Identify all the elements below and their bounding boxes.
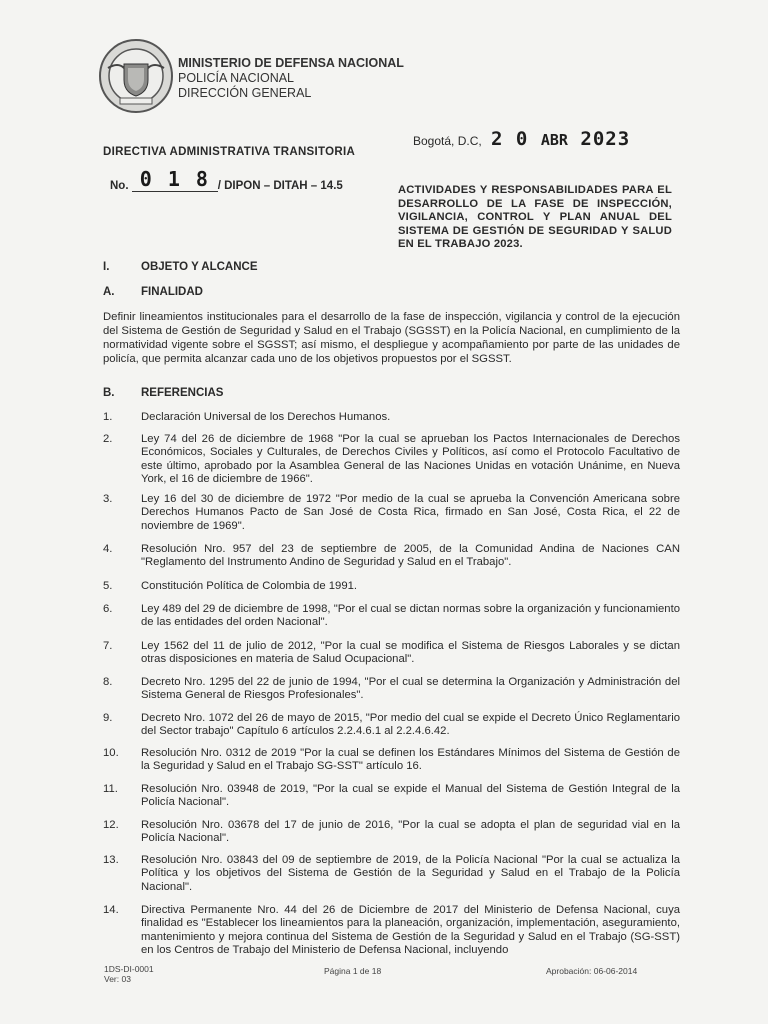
item-text: Declaración Universal de los Derechos Humanos.	[141, 411, 391, 423]
item-text: Ley 16 del 30 de diciembre de 1972 "Por medio de la cual se aprueba la Convención Americana sobre Derechos Humanos Pacto de San José de Costa Rica, firmado en San José, Costa Rica, el 22 de noviembre de 1969".	[141, 493, 680, 532]
item-text: Resolución Nro. 03948 de 2019, "Por la cual se expide el Manual del Sistema de Gestión Integral de la Policía Nacional".	[141, 783, 680, 809]
section-mark: I.	[103, 261, 110, 273]
section-mark: A.	[103, 286, 115, 298]
section-title: REFERENCIAS	[141, 387, 224, 399]
item-number: 9.	[103, 712, 113, 724]
item-text: Resolución Nro. 0312 de 2019 "Por la cual se definen los Estándares Mínimos del Sistema de Gestión de la Seguridad y Salud en el Trabajo SG-SST" artículo 16.	[141, 747, 680, 773]
footer-approval: Aprobación: 06-06-2014	[546, 966, 638, 976]
item-number: 11.	[103, 783, 118, 795]
section-heading-referencias	[103, 387, 403, 403]
document-subject: ACTIVIDADES Y RESPONSABILIDADES PARA EL DESARROLLO DE LA FASE DE INSPECCIÓN, VIGILANCIA, CONTROL Y PLAN ANUAL DEL SISTEMA DE GESTIÓN DE SEGURIDAD Y SALUD EN EL TRABAJO 2023.	[398, 184, 672, 251]
item-text: Resolución Nro. 03843 del 09 de septiembre de 2019, de la Policía Nacional "Por la cual se actualiza la Política y los objetivos del Sistema de Gestión de la Seguridad y Salud en el Trabajo de la Policía Nacional".	[141, 854, 680, 893]
section-title: OBJETO Y ALCANCE	[141, 261, 258, 273]
section-heading-finalidad	[103, 286, 403, 302]
section-title: FINALIDAD	[141, 286, 203, 298]
item-text: Ley 489 del 29 de diciembre de 1998, "Por el cual se dictan normas sobre la organización y funcionamiento de las entidades del orden Nacional".	[141, 603, 680, 629]
item-text: Ley 74 del 26 de diciembre de 1968 "Por la cual se aprueban los Pactos Internacionales de Derechos Económicos, Sociales y Culturales, de Derechos Civiles y Políticos, así como el Protocolo Facultativo de este último, aprobado por la Asamblea General de las Naciones Unidas en votación Unánime, en Nueva York, el 16 de diciembre de 1966".	[141, 433, 680, 486]
document-number	[110, 167, 343, 192]
item-text: Directiva Permanente Nro. 44 del 26 de Diciembre de 2017 del Ministerio de Defensa Nacional, cuya finalidad es "Establecer los lineamientos para la planeación, organización, implementación, aseguramiento, mantenimiento y mejora continua del Sistema de Gestión de la Seguridad y Salud en el Trabajo (SG-SST) en los Centros de Trabajo del Ministerio de Defensa Nacional, incluyendo	[141, 904, 680, 957]
ministry-name: MINISTERIO DE DEFENSA NACIONAL	[178, 56, 404, 70]
number-code: / DIPON – DITAH – 14.5	[217, 180, 343, 192]
item-number: 3.	[103, 493, 113, 505]
item-text: Constitución Política de Colombia de 1991.	[141, 580, 358, 592]
finalidad-paragraph: Definir lineamientos institucionales para el desarrollo de la fase de inspección, vigilancia y control de la ejecución del Sistema de Gestión de Seguridad y Salud en el Trabajo (SGSST) en la Policía Nacional, en cumplimiento de la normatividad vigente sobre el SGSST; así mismo, el despliegue y acompañamiento por parte de las unidades de policía, que permita alcanzar cada uno de los objetivos propuestos por el SGSST.	[103, 311, 680, 365]
item-number: 8.	[103, 676, 113, 688]
item-number: 6.	[103, 603, 113, 615]
place: Bogotá, D.C,	[413, 134, 482, 148]
police-name: POLICÍA NACIONAL	[178, 71, 295, 85]
item-number: 2.	[103, 433, 113, 445]
issuer-header	[178, 56, 404, 101]
item-number: 14.	[103, 904, 119, 916]
item-text: Ley 1562 del 11 de julio de 2012, "Por la cual se modifica el Sistema de Riesgos Laborales y se dictan otras disposiciones en materia de Salud Ocupacional".	[141, 640, 680, 666]
item-number: 12.	[103, 819, 119, 831]
handwritten-number: 0 1 8	[139, 167, 210, 191]
document-type: DIRECTIVA ADMINISTRATIVA TRANSITORIA	[103, 146, 356, 158]
section-mark: B.	[103, 387, 115, 399]
item-number: 13.	[103, 854, 119, 866]
footer-code: 1DS-DI-0001	[104, 964, 154, 974]
number-field	[132, 167, 218, 192]
item-text: Resolución Nro. 03678 del 17 de junio de 2016, "Por la cual se adopta el plan de seguridad vial en la Policía Nacional".	[141, 819, 680, 845]
police-seal-logo	[98, 38, 174, 114]
item-number: 4.	[103, 543, 113, 555]
section-heading-objeto	[103, 261, 403, 277]
footer-version: Ver: 03	[104, 974, 131, 984]
place-and-date	[413, 128, 630, 150]
date-stamp	[491, 128, 630, 150]
directorate-name: DIRECCIÓN GENERAL	[178, 86, 312, 100]
item-number: 5.	[103, 580, 113, 592]
item-text: Decreto Nro. 1295 del 22 de junio de 1994, "Por el cual se determina la Organización y Administración del Sistema General de Riesgos Profesionales".	[141, 676, 680, 702]
item-number: 7.	[103, 640, 113, 652]
footer-page-number: Página 1 de 18	[324, 966, 382, 976]
date-month: ABR	[540, 131, 568, 149]
date-year: 2023	[580, 128, 631, 150]
item-number: 10.	[103, 747, 119, 759]
item-text: Decreto Nro. 1072 del 26 de mayo de 2015, "Por medio del cual se expide el Decreto Único Reglamentario del Sector trabajo" Capítulo 6 artículos 2.2.4.6.1 al 2.2.4.6.42.	[141, 712, 680, 738]
item-number: 1.	[103, 411, 113, 423]
date-day: 2 0	[491, 128, 529, 150]
item-text: Resolución Nro. 957 del 23 de septiembre de 2005, de la Comunidad Andina de Naciones CAN "Reglamento del Instrumento Andino de Seguridad y Salud en el Trabajo".	[141, 543, 680, 569]
number-prefix: No.	[110, 180, 129, 192]
footer-code-block	[104, 964, 154, 984]
